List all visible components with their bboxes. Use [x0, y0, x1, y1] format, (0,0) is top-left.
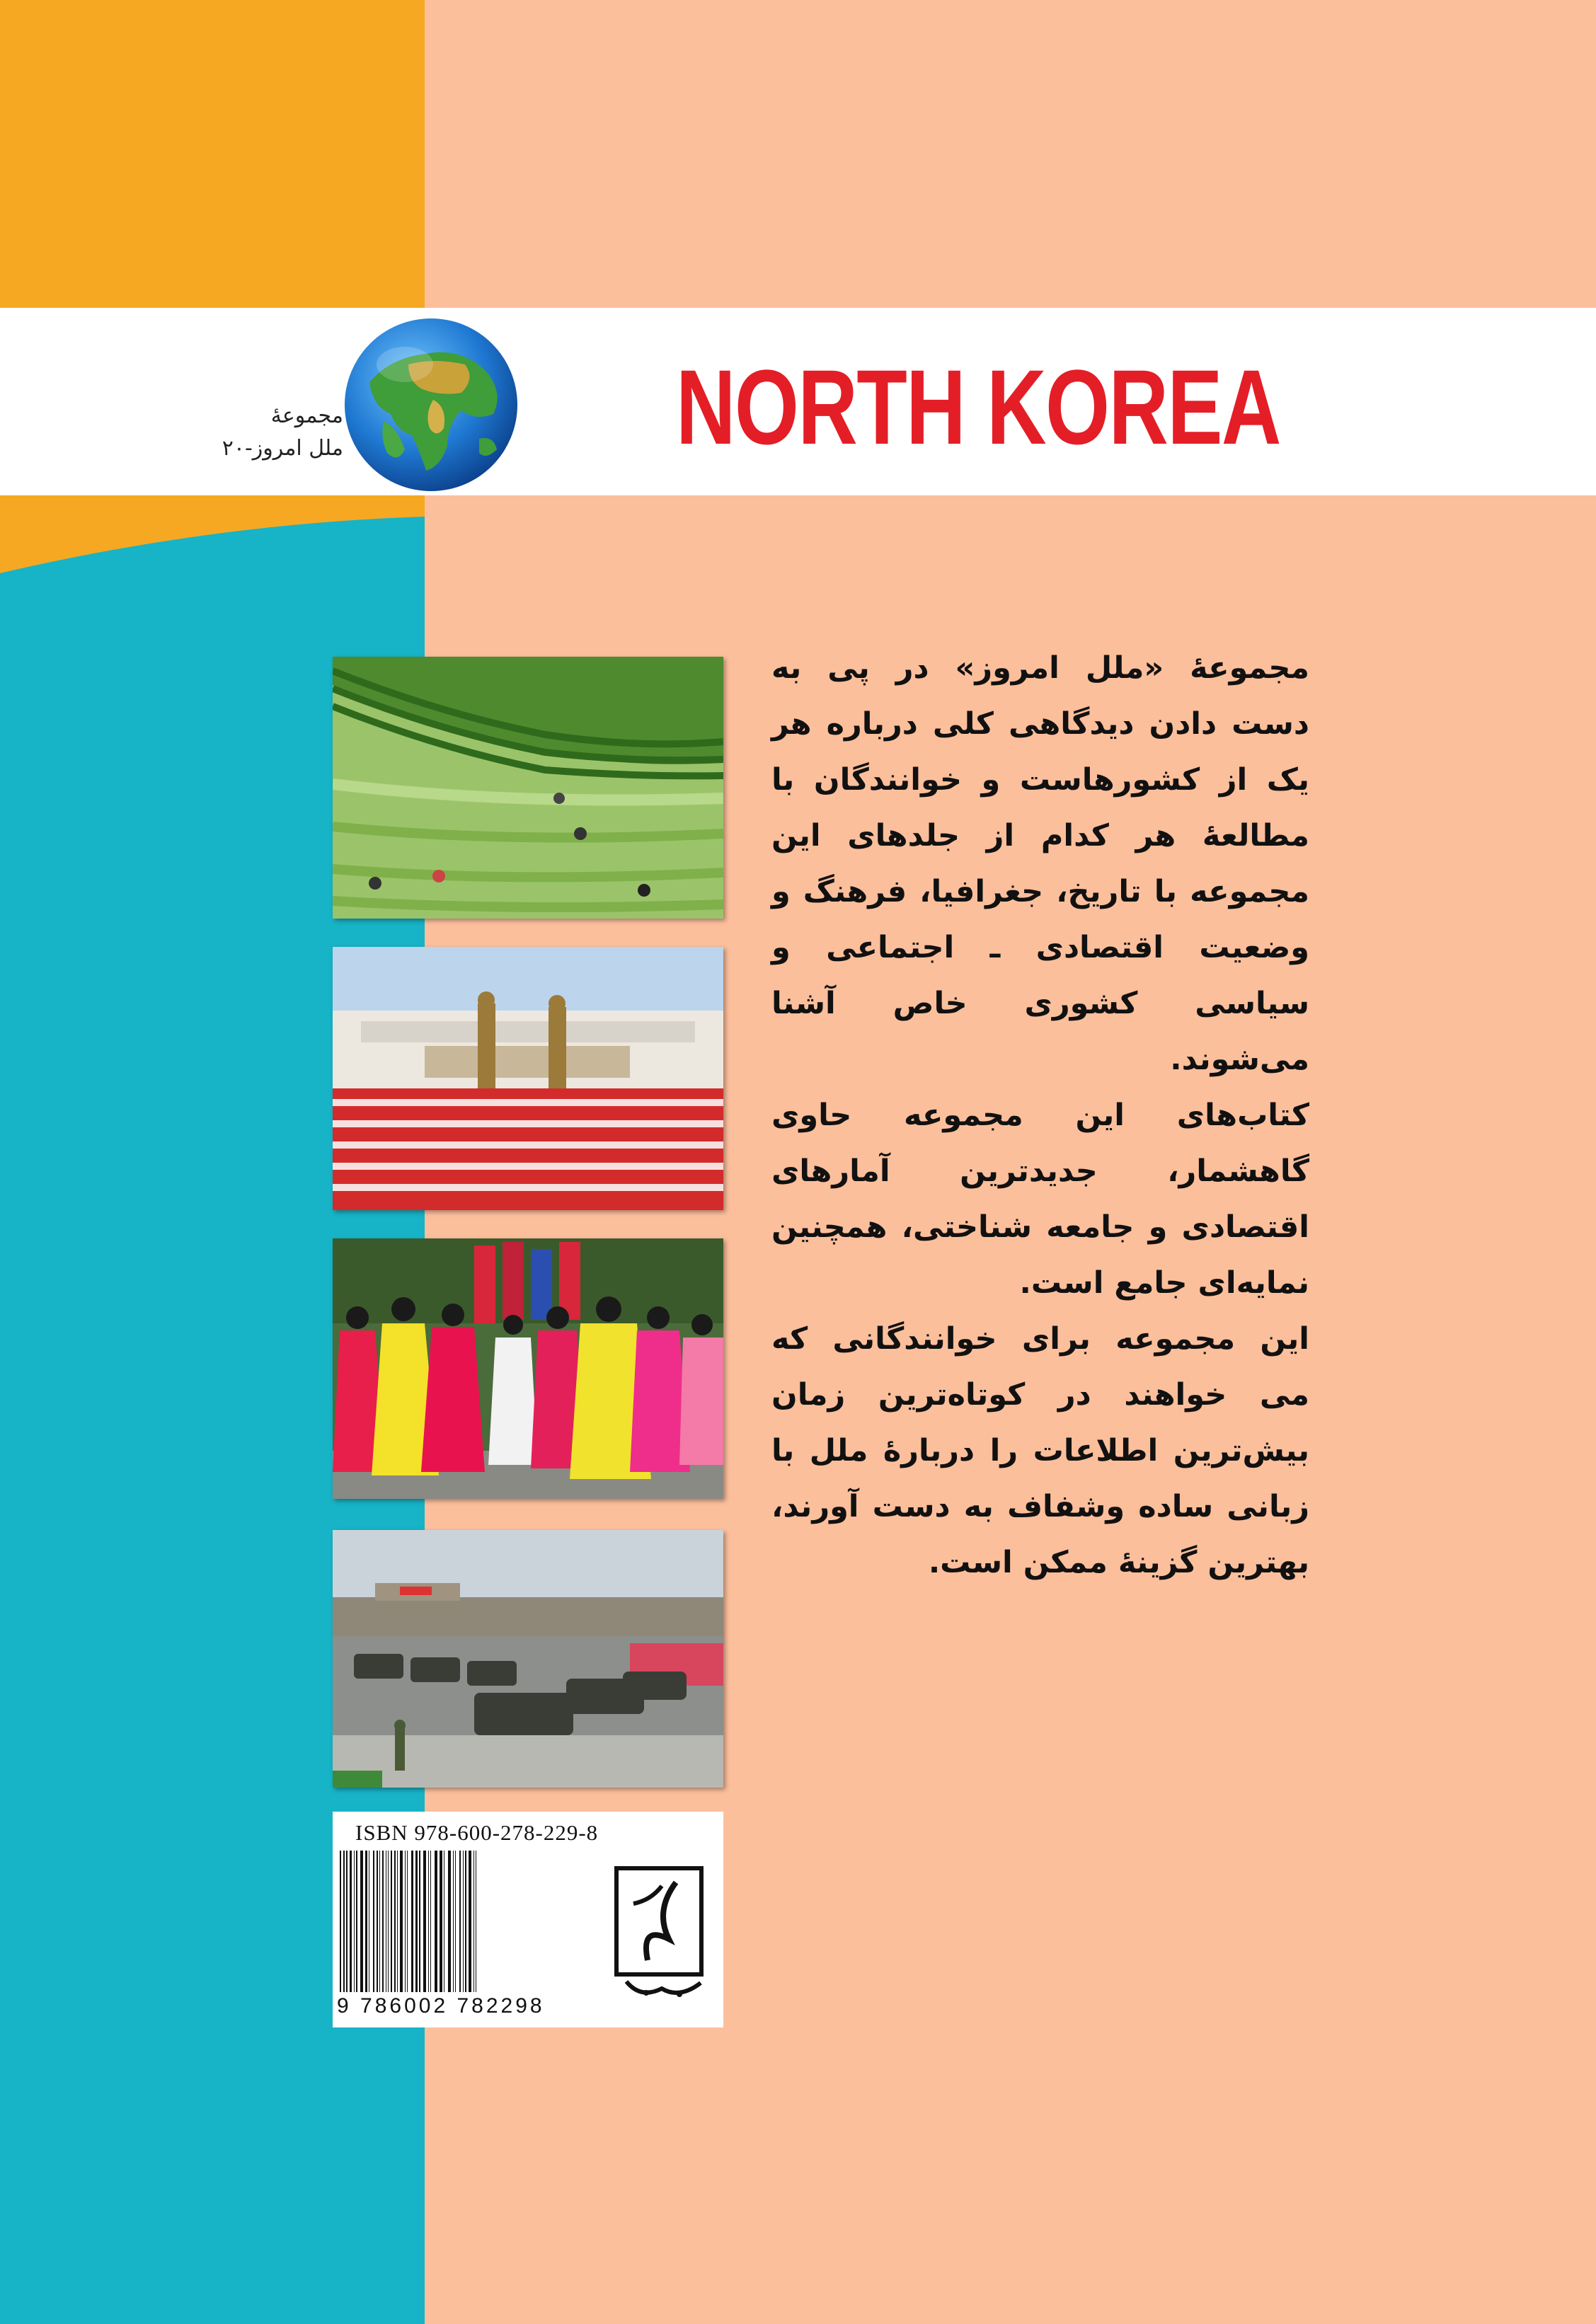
- blurb-paragraph-1: مجموعهٔ «ملل امروز» در پی به دست دادن دیدگاهی کلی درباره هر یک از کشورهاست و خوانندگان با مطالعهٔ هر کدام از جلدهای این مجموعه با تاریخ، جغرافیا، فرهنگ و وضعیت اقتصادی ـ اجتماعی و سیاسی کشوری خاص آشنا می‌شوند.: [771, 650, 1309, 1077]
- barcode-bar: [379, 1851, 380, 1992]
- isbn-label: ISBN 978-600-278-229-8: [355, 1820, 599, 1845]
- barcode-bar: [463, 1851, 464, 1992]
- hanbok-women-photo: [333, 1238, 723, 1499]
- barcode-bar: [350, 1851, 352, 1992]
- orange-corner-band: [0, 0, 425, 308]
- barcode-bar: [377, 1851, 378, 1992]
- terraced-field-photo: [333, 657, 723, 919]
- barcode-bar: [469, 1851, 471, 1992]
- barcode-bar: [411, 1851, 413, 1992]
- barcode-bar: [388, 1851, 389, 1992]
- barcode-bar: [343, 1851, 345, 1992]
- photo-hanbok-women: [333, 1238, 723, 1499]
- barcode-bar: [430, 1851, 431, 1992]
- barcode-bar: [346, 1851, 348, 1992]
- book-title: NORTH KOREA: [676, 347, 1280, 466]
- monument-statues-photo: [333, 947, 723, 1210]
- barcode-bar: [448, 1851, 451, 1992]
- barcode-bar: [397, 1851, 398, 1992]
- barcode-bar: [340, 1851, 341, 1992]
- barcode-bar: [382, 1851, 384, 1992]
- barcode-bar: [455, 1851, 456, 1992]
- barcode-bar: [473, 1851, 474, 1992]
- military-parade-photo: [333, 1530, 723, 1788]
- blurb-paragraph-2: کتاب‌های این مجموعه حاوی گاهشمار، جدیدترین آمارهای اقتصادی و جامعه شناختی، همچنین نمایه‌ای جامع است.: [771, 1098, 1309, 1301]
- publisher-logo-icon: [612, 1861, 711, 2003]
- barcode-bar: [373, 1851, 374, 1992]
- photo-military-parade: [333, 1530, 723, 1788]
- photo-terraced-field: [333, 657, 723, 919]
- barcode-bar: [453, 1851, 454, 1992]
- barcode-bar: [365, 1851, 367, 1992]
- barcode-bar: [405, 1851, 406, 1992]
- globe-icon: [341, 315, 522, 495]
- barcode-bar: [435, 1851, 437, 1992]
- barcode-bar: [400, 1851, 403, 1992]
- barcode-bar: [465, 1851, 466, 1992]
- series-name: مجموعهٔ: [270, 403, 343, 428]
- barcode-bar: [360, 1851, 363, 1992]
- barcode-digits: 9 786002 782298: [337, 1994, 545, 2018]
- barcode-bar: [354, 1851, 355, 1992]
- barcode-bar: [407, 1851, 408, 1992]
- barcode-bar: [440, 1851, 442, 1992]
- series-label: [156, 400, 343, 465]
- photo-monument: [333, 947, 723, 1210]
- barcode-bar: [356, 1851, 357, 1992]
- barcode-bar: [428, 1851, 429, 1992]
- orange-wedge: [0, 495, 425, 573]
- series-volume: ملل امروز-۲۰: [222, 436, 343, 461]
- barcode-bar: [419, 1851, 420, 1992]
- blurb-paragraph-3: این مجموعه برای خوانندگانی که می خواهند در کوتاه‌ترین زمان بیش‌ترین اطلاعات را دربارهٔ ملل با زبانی ساده وشفاف به دست آورند، بهترین گزینهٔ ممکن است.: [771, 1321, 1309, 1580]
- barcode-bar: [423, 1851, 426, 1992]
- barcode-icon: [337, 1851, 599, 1992]
- barcode-bar: [459, 1851, 461, 1992]
- barcode-bar: [394, 1851, 396, 1992]
- back-cover-blurb: [771, 640, 1309, 1591]
- barcode-bar: [391, 1851, 392, 1992]
- isbn-barcode-box: [333, 1812, 723, 2027]
- barcode-bar: [415, 1851, 418, 1992]
